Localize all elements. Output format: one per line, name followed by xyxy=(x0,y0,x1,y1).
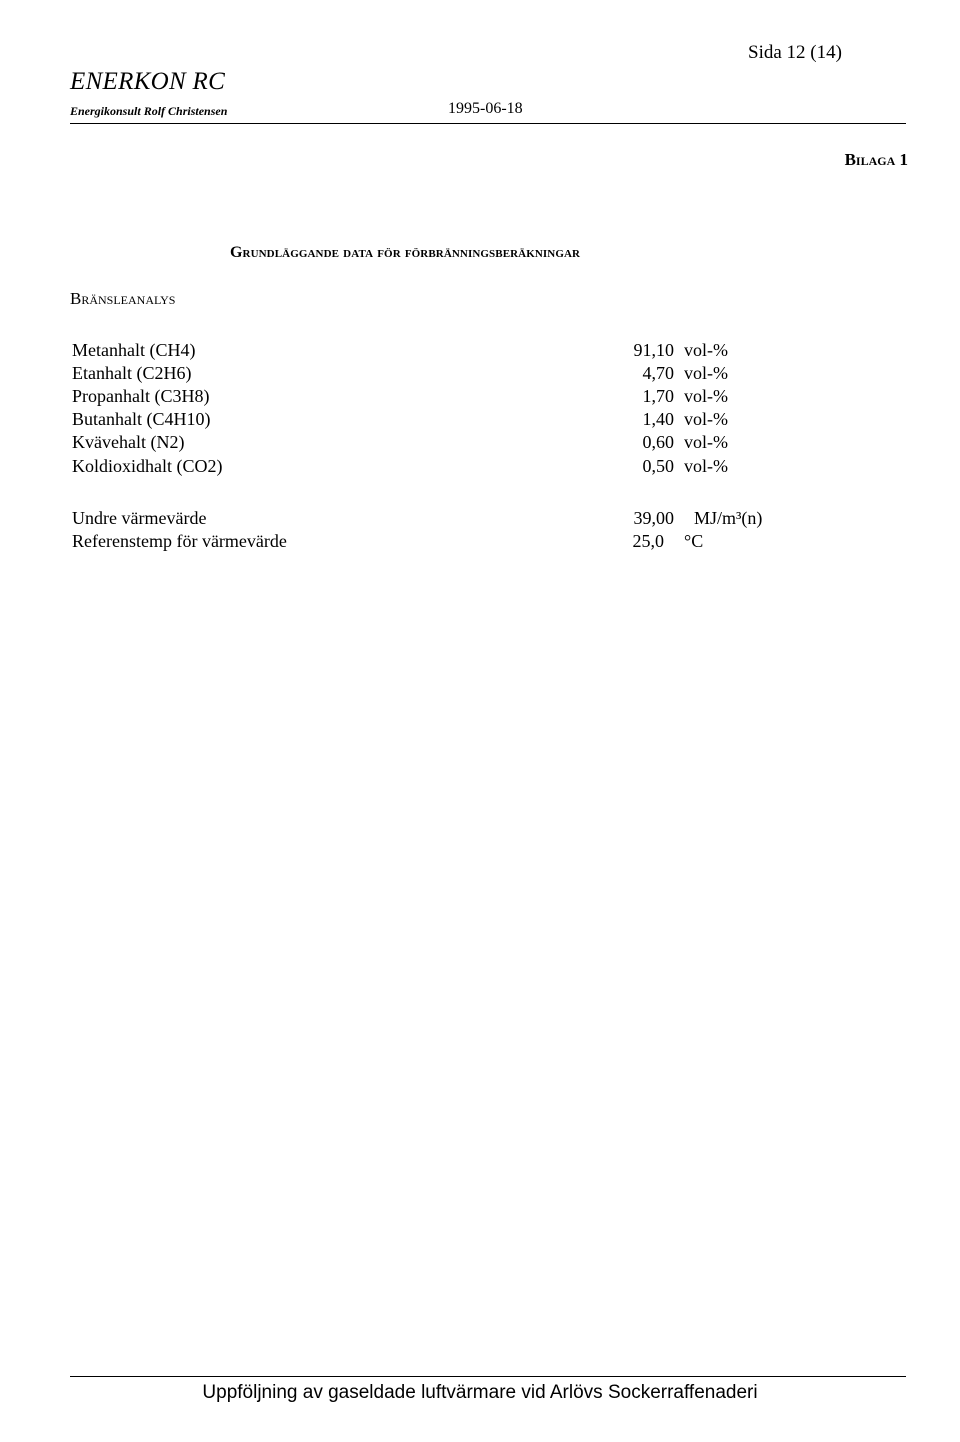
footer-text: Uppföljning av gaseldade luftvärmare vid Arlövs Sockerraffenaderi xyxy=(202,1382,758,1403)
row-label: Etanhalt (C2H6) xyxy=(72,363,192,383)
header-divider xyxy=(70,123,906,124)
row-value: 0,60 xyxy=(642,432,674,452)
document-date: 1995-06-18 xyxy=(448,100,523,117)
appendix-label: Bilaga 1 xyxy=(844,150,908,169)
row-value: 0,50 xyxy=(642,456,674,476)
row-value: 1,40 xyxy=(642,409,674,429)
row-unit: vol-% xyxy=(684,409,728,429)
row-value: 25,0 xyxy=(632,531,664,551)
row-label: Metanhalt (CH4) xyxy=(72,340,196,360)
page-number: Sida 12 (14) xyxy=(748,42,842,63)
row-unit: vol-% xyxy=(684,363,728,383)
row-unit: °C xyxy=(684,531,704,551)
row-label: Kvävehalt (N2) xyxy=(72,432,185,452)
row-label: Koldioxidhalt (CO2) xyxy=(72,456,223,476)
row-label: Butanhalt (C4H10) xyxy=(72,409,211,429)
row-value: 91,10 xyxy=(633,340,674,360)
row-value: 39,00 xyxy=(633,508,674,528)
company-name: ENERKON RC xyxy=(70,68,226,95)
row-label: Referenstemp för värmevärde xyxy=(72,531,287,551)
row-unit: vol-% xyxy=(684,432,728,452)
document-title: Grundläggande data för förbränningsberäkningar xyxy=(230,244,581,261)
row-label: Propanhalt (C3H8) xyxy=(72,386,210,406)
row-label: Undre värmevärde xyxy=(72,508,207,528)
row-unit: vol-% xyxy=(684,386,728,406)
row-unit: vol-% xyxy=(684,340,728,360)
section-heading: Bränsleanalys xyxy=(70,289,176,308)
row-unit: vol-% xyxy=(684,456,728,476)
row-unit: MJ/m³(n) xyxy=(694,508,763,528)
company-subtitle: Energikonsult Rolf Christensen xyxy=(70,104,228,118)
footer-divider xyxy=(70,1376,906,1377)
row-value: 1,70 xyxy=(642,386,674,406)
row-value: 4,70 xyxy=(642,363,674,383)
